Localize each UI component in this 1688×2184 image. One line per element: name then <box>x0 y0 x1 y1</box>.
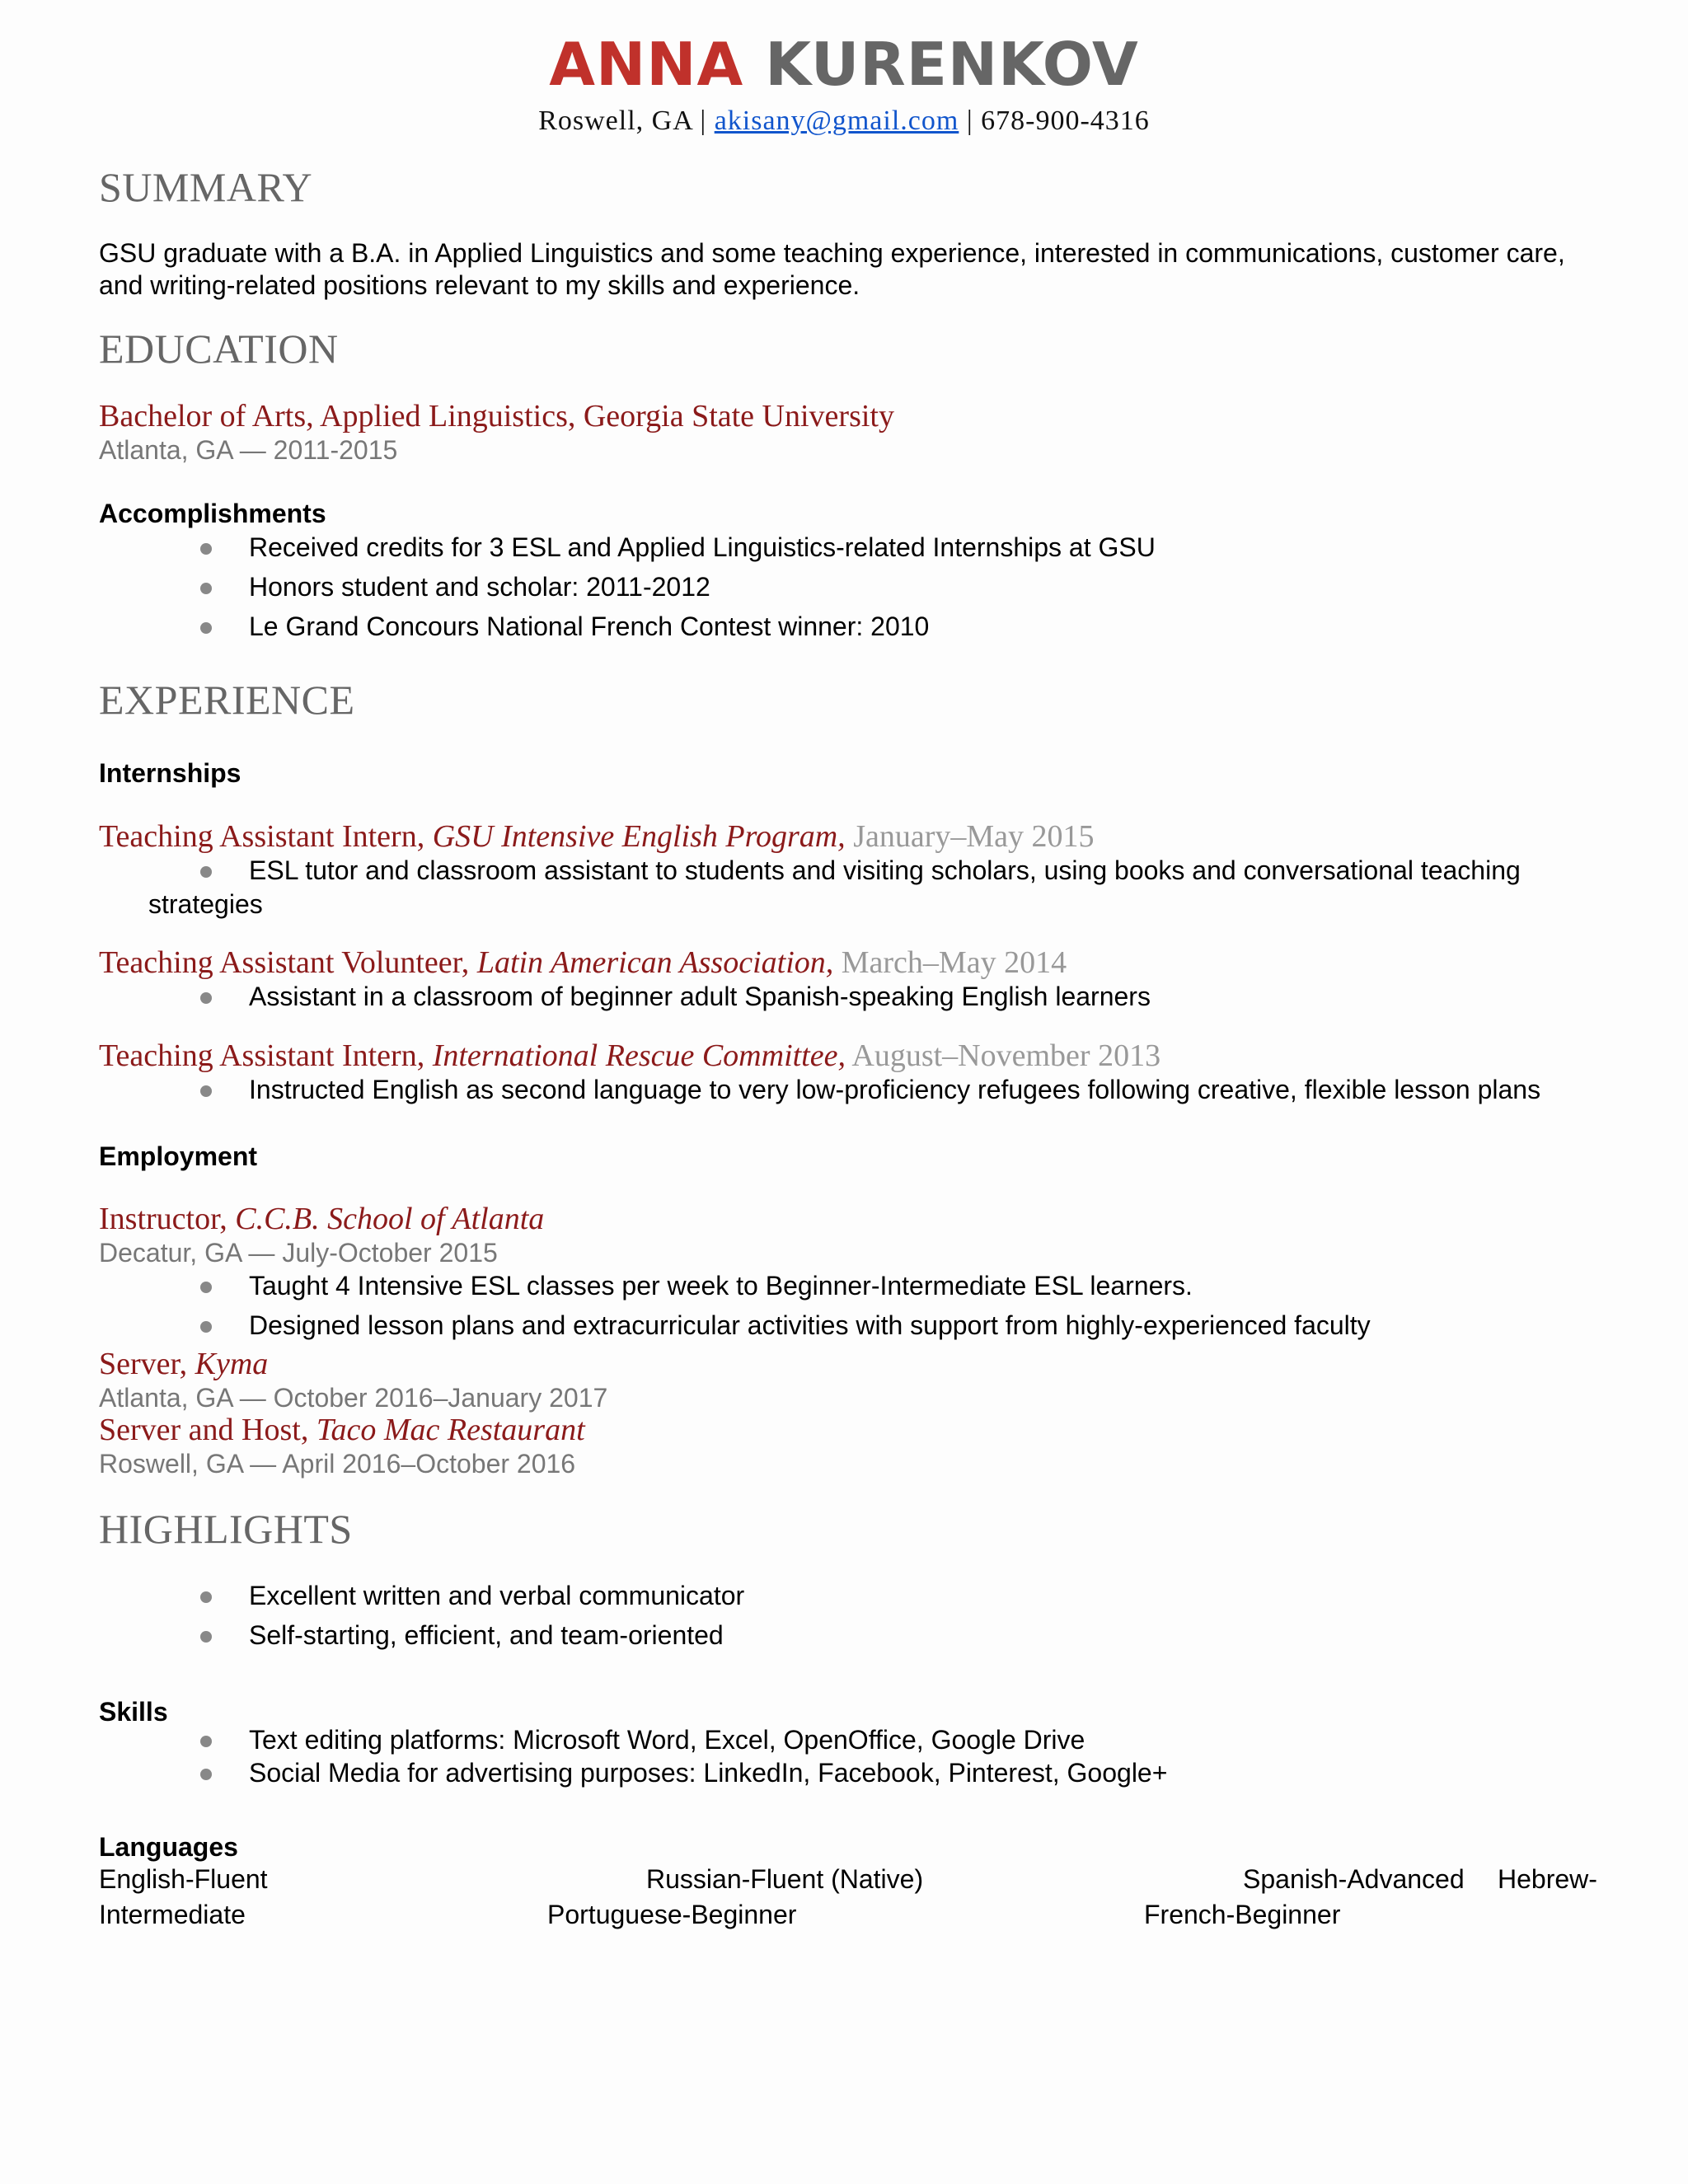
accomplishments-heading: Accomplishments <box>99 499 326 528</box>
language-hebrew-part-1: Hebrew- <box>1498 1864 1597 1894</box>
internship-bullet-line-2: strategies <box>148 889 263 919</box>
job-date: January–May 2015 <box>853 819 1095 854</box>
language-russian: Russian-Fluent (Native) <box>646 1864 924 1894</box>
highlight-item: Excellent written and verbal communicator <box>249 1581 745 1610</box>
accomplishment-item: Received credits for 3 ESL and Applied Linguistics-related Internships at GSU <box>249 532 1156 562</box>
language-hebrew-part-2: Intermediate <box>99 1900 246 1929</box>
degree-title: Bachelor of Arts, Applied Linguistics, Georgia State University <box>99 399 894 434</box>
employment-heading: Employment <box>99 1141 258 1171</box>
email-link[interactable]: akisany@gmail.com <box>714 105 959 136</box>
internship-title <box>99 1038 1160 1074</box>
accomplishment-item: Honors student and scholar: 2011-2012 <box>249 572 710 602</box>
job-title: Instructor, <box>99 1202 227 1236</box>
employment-title <box>99 1201 544 1237</box>
internship-bullet-line-1: ESL tutor and classroom assistant to students and visiting scholars, using books and conversational teaching <box>249 855 1521 885</box>
bullet-icon <box>200 1769 212 1780</box>
bullet-icon <box>200 583 212 594</box>
job-org: Kyma <box>195 1347 269 1381</box>
bullet-icon <box>200 1631 212 1643</box>
job-title: Server, <box>99 1347 188 1381</box>
summary-heading: SUMMARY <box>99 164 313 210</box>
job-date: August–November 2013 <box>851 1038 1161 1073</box>
employment-meta: Atlanta, GA — October 2016–January 2017 <box>99 1383 608 1413</box>
employment-bullet: Designed lesson plans and extracurricular activities with support from highly-experienced faculty <box>249 1310 1371 1340</box>
bullet-icon <box>200 1085 212 1097</box>
bullet-icon <box>200 1282 212 1293</box>
internships-heading: Internships <box>99 758 241 788</box>
bullet-icon <box>200 992 212 1004</box>
job-title: Teaching Assistant Intern, <box>99 1038 425 1073</box>
employment-title <box>99 1412 585 1448</box>
job-org: International Rescue Committee, <box>432 1038 846 1073</box>
bullet-icon <box>200 866 212 878</box>
employment-title <box>99 1346 268 1382</box>
location: Roswell, GA | <box>538 105 707 136</box>
highlight-item: Self-starting, efficient, and team-oriented <box>249 1620 724 1650</box>
phone: | 678-900-4316 <box>966 105 1150 136</box>
accomplishment-item: Le Grand Concours National French Contest winner: 2010 <box>249 612 930 641</box>
skill-item: Text editing platforms: Microsoft Word, Excel, OpenOffice, Google Drive <box>249 1725 1085 1755</box>
employment-meta: Decatur, GA — July-October 2015 <box>99 1238 498 1268</box>
bullet-icon <box>200 543 212 555</box>
summary-text-line-2: and writing-related positions relevant to my skills and experience. <box>99 270 860 300</box>
employment-bullet: Taught 4 Intensive ESL classes per week to Beginner-Intermediate ESL learners. <box>249 1271 1193 1301</box>
job-title: Teaching Assistant Volunteer, <box>99 945 470 980</box>
candidate-name <box>0 30 1688 99</box>
experience-heading: EXPERIENCE <box>99 677 355 723</box>
job-org: Taco Mac Restaurant <box>316 1413 585 1447</box>
languages-heading: Languages <box>99 1832 238 1862</box>
bullet-icon <box>200 1321 212 1333</box>
highlights-heading: HIGHLIGHTS <box>99 1506 353 1552</box>
job-org: GSU Intensive English Program, <box>432 819 846 854</box>
job-org: Latin American Association, <box>476 945 834 980</box>
internship-bullet-line-1: Instructed English as second language to very low-proficiency refugees following creative, flexible lesson plans <box>249 1075 1541 1104</box>
employment-meta: Roswell, GA — April 2016–October 2016 <box>99 1449 576 1479</box>
language-portuguese: Portuguese-Beginner <box>547 1900 797 1929</box>
language-french: French-Beginner <box>1144 1900 1341 1929</box>
skills-heading: Skills <box>99 1697 168 1727</box>
job-title: Server and Host, <box>99 1413 309 1447</box>
skill-item: Social Media for advertising purposes: LinkedIn, Facebook, Pinterest, Google+ <box>249 1758 1168 1788</box>
contact-line <box>0 105 1688 137</box>
education-heading: EDUCATION <box>99 326 339 372</box>
bullet-icon <box>200 622 212 634</box>
bullet-icon <box>200 1736 212 1747</box>
job-title: Teaching Assistant Intern, <box>99 819 425 854</box>
internship-bullet-line-1: Assistant in a classroom of beginner adult Spanish-speaking English learners <box>249 982 1151 1011</box>
job-date: March–May 2014 <box>841 945 1067 980</box>
bullet-icon <box>200 1591 212 1603</box>
language-english: English-Fluent <box>99 1864 268 1894</box>
internship-title <box>99 818 1095 855</box>
language-spanish: Spanish-Advanced <box>1243 1864 1465 1894</box>
last-name: KURENKOV <box>765 30 1139 99</box>
summary-text-line-1: GSU graduate with a B.A. in Applied Linguistics and some teaching experience, interested in communications, customer care, <box>99 238 1565 268</box>
internship-title <box>99 944 1067 981</box>
first-name: ANNA <box>549 30 744 99</box>
education-meta: Atlanta, GA — 2011-2015 <box>99 435 398 465</box>
job-org: C.C.B. School of Atlanta <box>235 1202 545 1236</box>
